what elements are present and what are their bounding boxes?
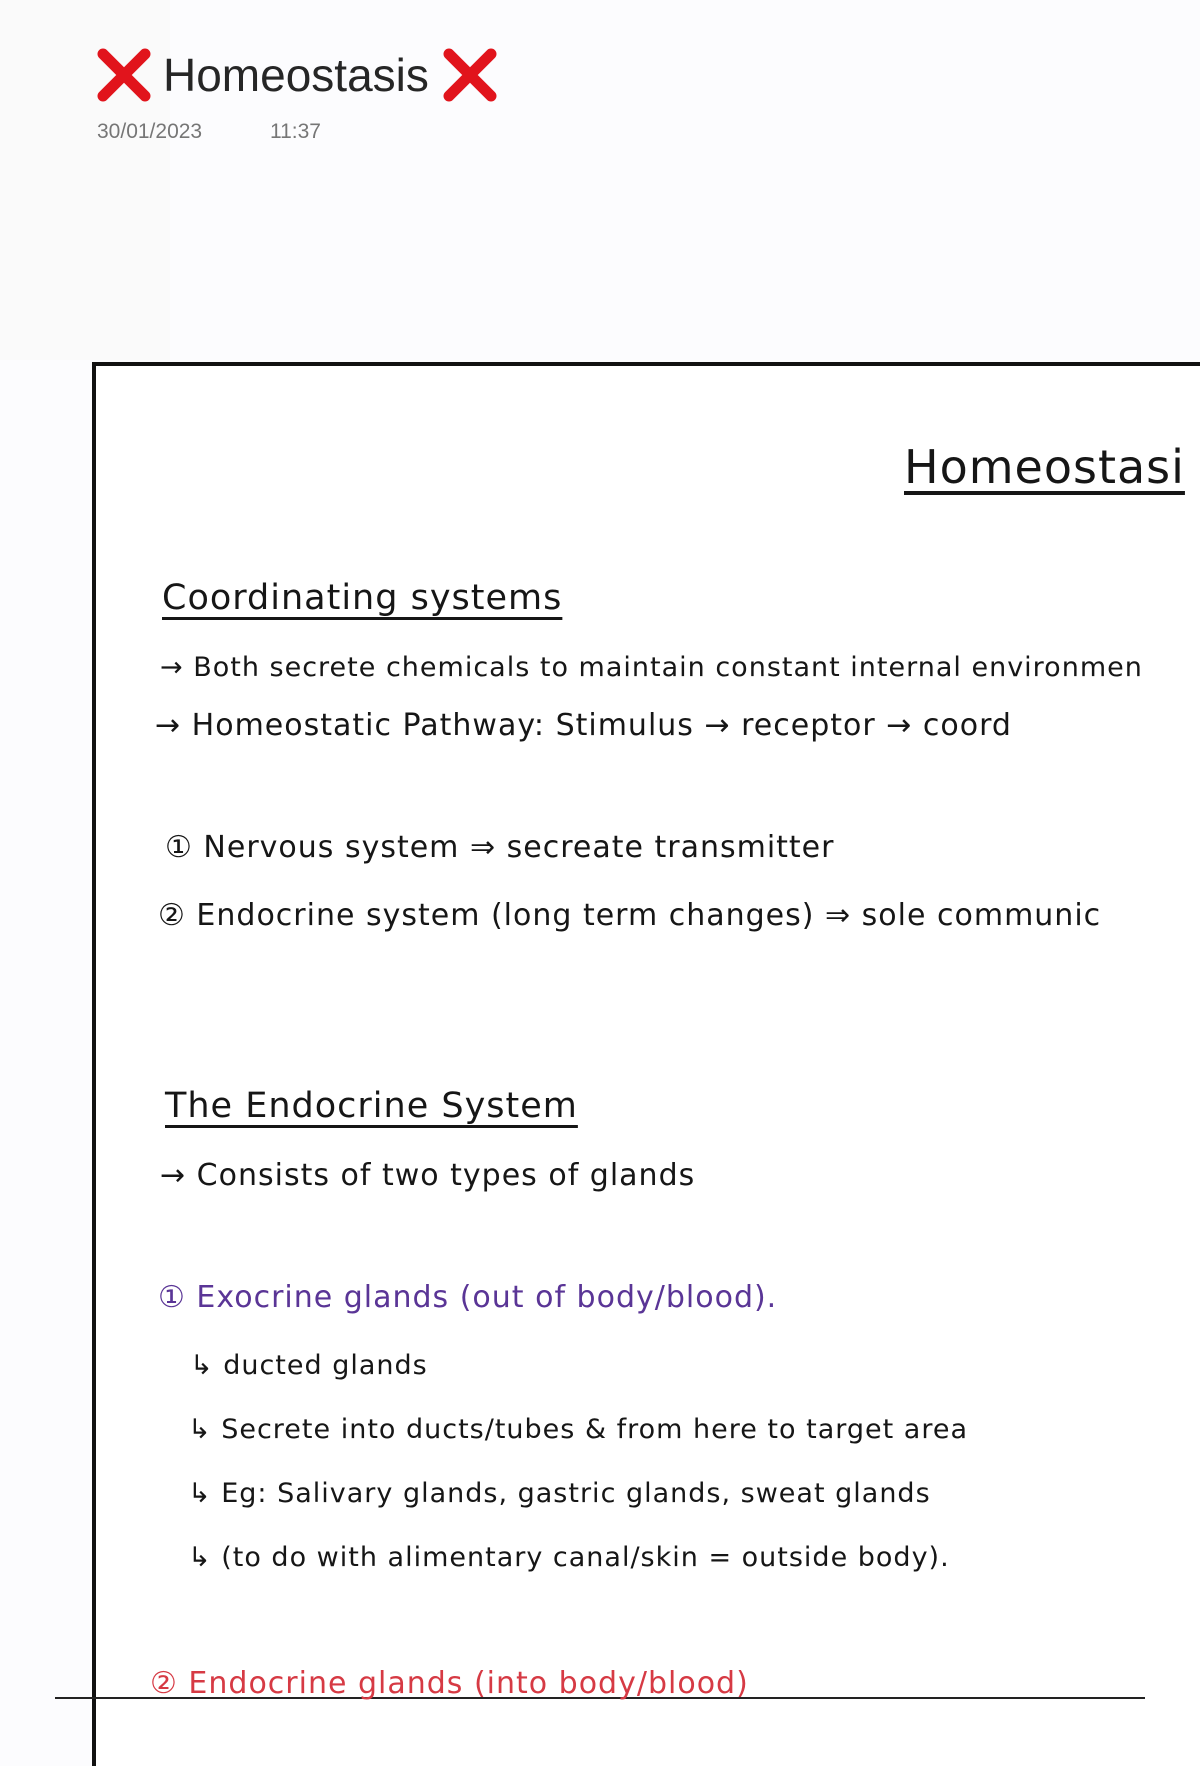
endocrine-glands-heading: ② Endocrine glands (into body/blood) — [150, 1666, 749, 1701]
page-time: 11:37 — [269, 120, 321, 143]
coordinating-item-1: ① Nervous system ⇒ secreate transmitter — [165, 830, 835, 865]
title-row — [95, 42, 695, 108]
note-title: Homeostasi — [904, 440, 1185, 494]
endocrine-line-1: → Consists of two types of glands — [160, 1158, 696, 1193]
page-meta — [97, 120, 321, 144]
red-x-icon — [441, 46, 499, 104]
coordinating-line-1: → Both secrete chemicals to maintain constant internal environmen — [160, 652, 1143, 683]
coordinating-line-2: → Homeostatic Pathway: Stimulus → receptor → coord — [155, 708, 1012, 743]
page-header — [95, 42, 695, 112]
red-x-icon — [95, 46, 153, 104]
exocrine-heading: ① Exocrine glands (out of body/blood). — [158, 1280, 778, 1315]
exocrine-bullet-4: ↳ (to do with alimentary canal/skin = outside body). — [188, 1542, 950, 1573]
exocrine-bullet-3: ↳ Eg: Salivary glands, gastric glands, sweat glands — [188, 1478, 931, 1509]
exocrine-bullet-1: ↳ ducted glands — [190, 1350, 428, 1381]
heading-coordinating-systems: Coordinating systems — [162, 578, 563, 618]
page-date: 30/01/2023 — [97, 120, 203, 143]
page-title: Homeostasis — [163, 49, 429, 101]
coordinating-item-2: ② Endocrine system (long term changes) ⇒ sole communic — [158, 898, 1102, 933]
exocrine-bullet-2: ↳ Secrete into ducts/tubes & from here to target area — [188, 1414, 968, 1445]
heading-endocrine-system: The Endocrine System — [165, 1086, 578, 1126]
